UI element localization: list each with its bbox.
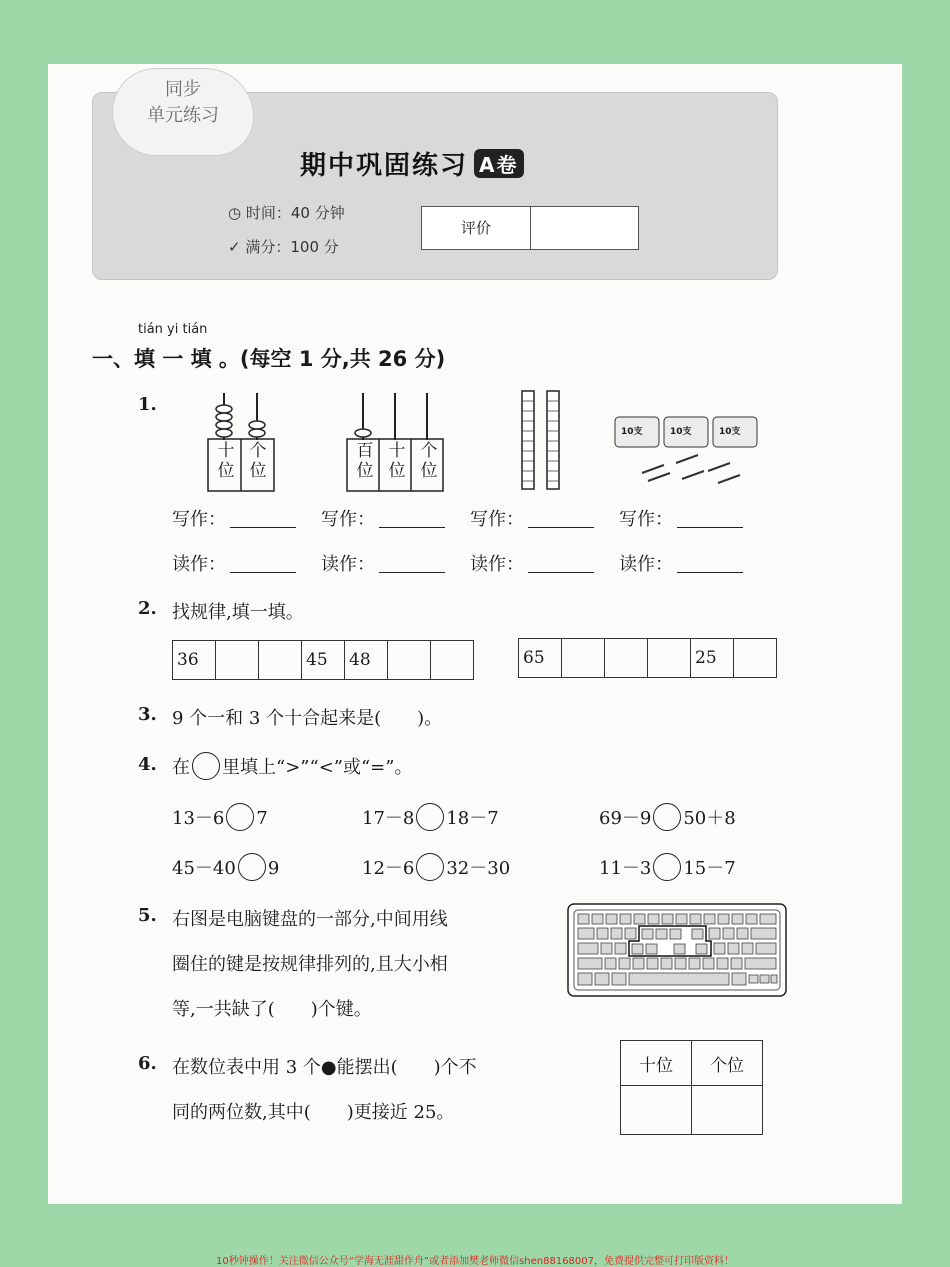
seq1-cell[interactable]: [388, 641, 431, 680]
compare-circle[interactable]: [238, 853, 266, 881]
tens-cell[interactable]: [621, 1086, 692, 1135]
write-answer-4[interactable]: [619, 505, 743, 531]
compare-right: 7: [256, 808, 268, 829]
abacus2-ones-label: 个位: [420, 441, 438, 481]
bundle-label-3: 10支: [719, 427, 741, 437]
unit-tag-cloud: [112, 68, 254, 156]
read-label: 读作：: [619, 554, 673, 575]
compare-left: 12－6: [362, 858, 415, 879]
circle-icon: [192, 752, 220, 780]
read-label: 读作：: [470, 554, 524, 575]
compare-circle[interactable]: [653, 853, 681, 881]
bundle-label-2: 10支: [670, 427, 692, 437]
read-answer-3[interactable]: [470, 550, 594, 576]
sequence-row-2: [518, 638, 777, 678]
compare-item: [362, 803, 499, 831]
q1-number: 1.: [138, 394, 157, 415]
seq2-cell[interactable]: 65: [519, 639, 562, 678]
compare-left: 69－9: [599, 808, 652, 829]
read-label: 读作：: [172, 554, 226, 575]
q4-text: [172, 752, 412, 780]
compare-item: [362, 853, 510, 881]
compare-right: 50＋8: [683, 808, 736, 829]
abacus1-labels: [210, 441, 274, 481]
write-label: 写作：: [321, 509, 375, 530]
tens-column-header: 十位: [621, 1041, 692, 1086]
place-value-table: [620, 1040, 763, 1135]
compare-left: 17－8: [362, 808, 415, 829]
compare-circle[interactable]: [653, 803, 681, 831]
sequence-row-1: [172, 640, 474, 680]
seq2-cell[interactable]: [648, 639, 691, 678]
compare-right: 32－30: [446, 858, 511, 879]
clock-icon: ◷: [228, 204, 242, 222]
tag-line-1: 同步: [165, 79, 201, 100]
abacus1-tens-label: 十位: [217, 441, 235, 481]
q5-number: 5.: [138, 905, 157, 926]
write-answer-1[interactable]: [172, 505, 296, 531]
seq2-cell[interactable]: [562, 639, 605, 678]
section-title: 一、填 一 填 。(每空 1 分,共 26 分): [92, 347, 446, 371]
blank[interactable]: [677, 554, 743, 573]
q1-figures: [190, 385, 790, 495]
title-text: 期中巩固练习: [300, 151, 469, 181]
blank[interactable]: [677, 509, 743, 528]
compare-item: [599, 803, 736, 831]
seq1-cell[interactable]: [259, 641, 302, 680]
evaluation-field[interactable]: [532, 207, 636, 249]
blank[interactable]: [528, 554, 594, 573]
blank[interactable]: [379, 554, 445, 573]
check-icon: ✓: [228, 238, 241, 256]
paper-badge: A卷: [474, 149, 523, 178]
write-label: 写作：: [619, 509, 673, 530]
q5-line-2: 圈住的键是按规律排列的,且大小相: [172, 954, 448, 975]
seq1-cell[interactable]: [431, 641, 474, 680]
seq2-cell[interactable]: [605, 639, 648, 678]
tag-line-2: 单元练习: [147, 105, 219, 126]
blank[interactable]: [528, 509, 594, 528]
evaluation-box: [421, 206, 639, 250]
q3-text: 9 个一和 3 个十合起来是( )。: [172, 708, 443, 729]
read-answer-2[interactable]: [321, 550, 445, 576]
write-answer-3[interactable]: [470, 505, 594, 531]
seq2-cell[interactable]: [734, 639, 777, 678]
page-title: [300, 145, 524, 182]
abacus1-ones-label: 个位: [249, 441, 267, 481]
compare-left: 13－6: [172, 808, 225, 829]
compare-item: [172, 803, 268, 831]
ones-column-header: 个位: [692, 1041, 763, 1086]
time-limit: [228, 202, 345, 223]
q5-line-1: 右图是电脑键盘的一部分,中间用线: [172, 909, 448, 930]
section-pinyin: tián yi tián: [138, 322, 208, 337]
q6-line-2: 同的两位数,其中( )更接近 25。: [172, 1102, 455, 1123]
compare-item: [172, 853, 279, 881]
compare-circle[interactable]: [226, 803, 254, 831]
score-text: 满分：100 分: [245, 238, 339, 256]
ten-block-rods: [522, 391, 559, 489]
compare-right: 15－7: [683, 858, 736, 879]
abacus2-labels: [349, 441, 445, 481]
keyboard-figure: [566, 902, 788, 998]
seq1-cell[interactable]: [216, 641, 259, 680]
q2-number: 2.: [138, 598, 157, 619]
blank[interactable]: [379, 509, 445, 528]
q6-number: 6.: [138, 1053, 157, 1074]
write-label: 写作：: [470, 509, 524, 530]
q4-number: 4.: [138, 754, 157, 775]
compare-right: 18－7: [446, 808, 499, 829]
read-label: 读作：: [321, 554, 375, 575]
compare-left: 11－3: [599, 858, 652, 879]
compare-circle[interactable]: [416, 803, 444, 831]
read-answer-4[interactable]: [619, 550, 743, 576]
compare-circle[interactable]: [416, 853, 444, 881]
q2-text: 找规律,填一填。: [172, 602, 304, 623]
seq1-cell[interactable]: 45: [302, 641, 345, 680]
abacus2-hundreds-label: 百位: [356, 441, 374, 481]
seq1-cell[interactable]: 36: [173, 641, 216, 680]
q6-line-1: 在数位表中用 3 个●能摆出( )个不: [172, 1057, 477, 1078]
compare-item: [599, 853, 736, 881]
q4-text-post: 里填上“>”“<”或“=”。: [222, 757, 413, 778]
blank[interactable]: [230, 509, 296, 528]
seq2-cell[interactable]: 25: [691, 639, 734, 678]
q5-line-3: 等,一共缺了( )个键。: [172, 999, 372, 1020]
q3-number: 3.: [138, 704, 157, 725]
q4-text-pre: 在: [172, 757, 190, 778]
write-label: 写作：: [172, 509, 226, 530]
compare-right: 9: [267, 858, 280, 879]
abacus2-tens-label: 十位: [388, 441, 406, 481]
compare-left: 45－40: [172, 858, 236, 879]
time-text: 时间：40 分钟: [245, 204, 345, 222]
ones-cell[interactable]: [692, 1086, 763, 1135]
evaluation-label: 评价: [422, 207, 531, 249]
bundle-label-1: 10支: [621, 427, 643, 437]
full-score: [228, 236, 339, 257]
write-answer-2[interactable]: [321, 505, 445, 531]
blank[interactable]: [230, 554, 296, 573]
footer-notice: 10秒钟操作！关注微信公众号“学海无涯甜作舟”或者添加樊老师微信shen88168007，免费提供完整可打印版资料！: [215, 1256, 735, 1267]
seq1-cell[interactable]: 48: [345, 641, 388, 680]
read-answer-1[interactable]: [172, 550, 296, 576]
